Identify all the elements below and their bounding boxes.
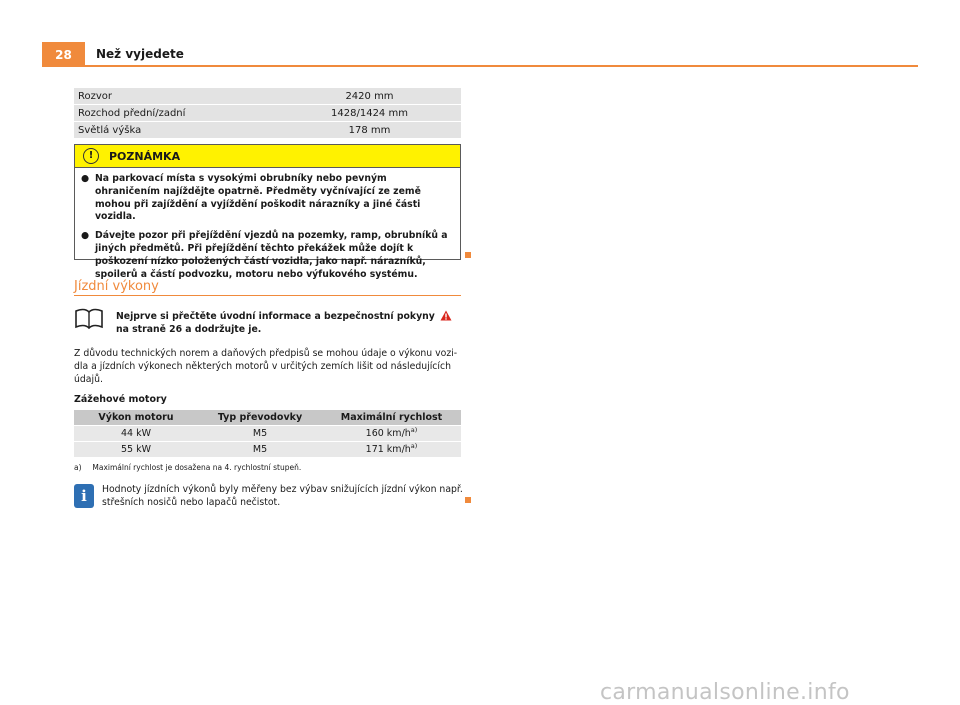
section-title: Jízdní výkony xyxy=(74,279,159,294)
engine-table xyxy=(74,410,461,458)
column-header: Výkon motoru xyxy=(98,412,174,423)
footnote-ref: a) xyxy=(410,426,418,434)
speed-value: 160 km/h xyxy=(365,428,411,439)
footnote xyxy=(74,463,301,472)
column-header: Typ převodovky xyxy=(217,412,303,423)
spec-row-track xyxy=(74,105,461,121)
column-header: Maximální rychlost xyxy=(340,412,443,423)
note-body xyxy=(75,168,460,281)
subheading: Zážehové motory xyxy=(74,394,167,405)
watermark: carmanualsonline.info xyxy=(600,680,850,705)
cell-power: 55 kW xyxy=(120,444,151,455)
cell-power: 44 kW xyxy=(120,428,151,439)
table-row xyxy=(74,426,461,441)
footnote-text: Maximální rychlost je dosažena na 4. rychlostní stupeň. xyxy=(92,463,302,472)
info-icon: i xyxy=(74,484,94,508)
footnote-mark: a) xyxy=(74,463,82,472)
spec-value: 2420 mm xyxy=(345,90,394,102)
speed-value: 171 km/h xyxy=(365,444,411,455)
cell-gearbox: M5 xyxy=(252,428,268,439)
cell-speed xyxy=(322,444,461,455)
page-header-title: Než vyjedete xyxy=(96,47,184,61)
note-box xyxy=(74,144,461,280)
spec-row-wheelbase xyxy=(74,88,461,104)
note-title: POZNÁMKA xyxy=(109,149,181,163)
cell-gearbox: M5 xyxy=(252,444,268,455)
exclamation-circle-icon: ! xyxy=(83,148,99,164)
cell-speed xyxy=(322,428,461,439)
footnote-ref: a) xyxy=(410,442,418,450)
spec-table xyxy=(74,88,461,139)
table-header-row xyxy=(74,410,461,425)
spec-value: 1428/1424 mm xyxy=(331,107,408,119)
note-item-text: Dávejte pozor při přejíždění vjezdů na pozemky, ramp, obrubníků a jiných předmětů. Při přejíždění těchto překážek může dojít k poškození nízko položených částí vozidla, jako např. nárazníků, spoilerů a částí podvozku, motoru nebo výfukového systému. xyxy=(95,230,448,280)
body-paragraph: Z důvodu technických norem a daňových předpisů se mohou údaje o výkonu vozidla a jízdních výkonech některých motorů v určitých zemích lišit od následujících údajů. xyxy=(74,348,458,385)
note-item-text: Na parkovací místa s vysokými obrubníky nebo pevným ohraničením najíždějte opatrně. Předměty vyčnívající ze země mohou při zajíždění a vyjíždění poškodit nárazníky a jiné části vozidla. xyxy=(95,173,421,223)
spec-value: 178 mm xyxy=(348,124,391,136)
warning-triangle-icon xyxy=(440,310,452,321)
section-rule xyxy=(74,295,461,296)
book-icon xyxy=(74,308,104,330)
intro-text-before: Nejprve si přečtěte úvodní informace a bezpečnostní pokyny xyxy=(116,311,435,322)
note-header xyxy=(75,145,460,168)
bullet: ● xyxy=(81,173,90,184)
info-text: Hodnoty jízdních výkonů byly měřeny bez výbav snižujících jízdní výkon např. střešních nosičů nebo lapačů nečistot. xyxy=(102,484,463,508)
intro-text xyxy=(116,310,461,337)
note-item xyxy=(81,173,454,224)
spec-label: Světlá výška xyxy=(78,124,142,136)
table-row xyxy=(74,442,461,457)
spec-row-clearance xyxy=(74,122,461,138)
spec-label: Rozvor xyxy=(78,90,113,102)
spec-label: Rozchod přední/zadní xyxy=(78,107,186,119)
bullet: ● xyxy=(81,230,90,242)
note-item xyxy=(81,230,454,281)
page-number: 28 xyxy=(42,42,85,67)
header-rule xyxy=(85,65,918,67)
section-end-mark xyxy=(465,252,471,258)
intro-text-after: na straně 26 a dodržujte je. xyxy=(116,323,262,335)
section-end-mark xyxy=(465,497,471,503)
